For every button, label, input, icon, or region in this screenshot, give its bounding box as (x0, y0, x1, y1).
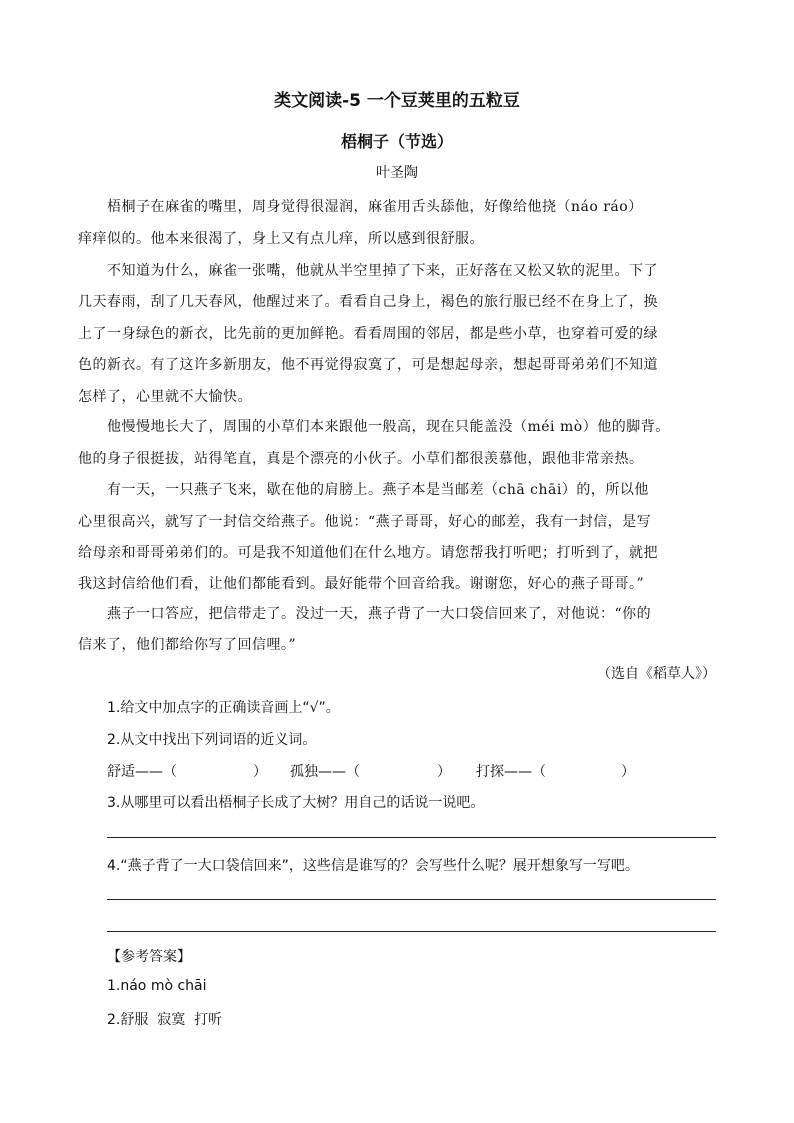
q2-item-2-close: ） (437, 764, 451, 780)
q2-item-1-open: 舒适——（ (107, 764, 177, 780)
question-4: 4.“燕子背了一大口袋信回来”，这些信是谁写的？会写些什么呢？展开想象写一写吧。 (107, 858, 639, 874)
passage-line: 有一天，一只燕子飞来，歇在他的肩膀上。燕子本是当邮差（chā chāi）的，所以他 (107, 482, 649, 498)
q2-item-3-close: ） (621, 764, 635, 780)
passage-line: 痒痒似的。他本来很渴了，身上又有点儿痒，所以感到很舒服。 (78, 231, 484, 247)
answer-2: 2.舒服 寂寞 打听 (107, 1012, 223, 1028)
passage-line: 信来了，他们都给你写了回信哩。” (78, 637, 297, 653)
q2-item-3-open: 打探——（ (476, 764, 546, 780)
passage-line: 心里很高兴，就写了一封信交给燕子。他说：“燕子哥哥，好心的邮差，我有一封信，是写 (78, 514, 652, 530)
q2-item-1-close: ） (253, 764, 267, 780)
q2-item-2-open: 孤独——（ (290, 764, 360, 780)
passage-line: 上了一身绿色的新衣，比先前的更加鲜艳。看看周围的邻居，都是些小草，也穿着可爱的绿 (78, 326, 658, 342)
passage-line: 燕子一口答应，把信带走了。没过一天，燕子背了一大口袋信回来了，对他说：“你的 (107, 606, 652, 622)
passage-line: 不知道为什么，麻雀一张嘴，他就从半空里掉了下来，正好落在又松又软的泥里。下了 (107, 263, 658, 279)
answer-line (107, 931, 716, 932)
passage-line: 梧桐子在麻雀的嘴里，周身觉得很湿润，麻雀用舌头舔他，好像给他挠（náo ráo） (107, 199, 643, 215)
answer-key-header: 【参考答案】 (107, 949, 191, 965)
question-1: 1.给文中加点字的正确读音画上“√”。 (107, 700, 340, 716)
passage-line: 他慢慢地长大了，周围的小草们本来跟他一般高，现在只能盖没（méi mò）他的脚背。 (107, 419, 670, 435)
passage-line: 给母亲和哥哥弟弟们的。可是我不知道他们在什么地方。请您帮我打听吧；打听到了，就把 (78, 545, 658, 561)
passage-line: 几天春雨，刮了几天春风，他醒过来了。看看自己身上，褐色的旅行服已经不在身上了，换 (78, 294, 658, 310)
passage-title: 梧桐子（节选） (340, 132, 453, 151)
passage-line: 我这封信给他们看，让他们都能看到。最好能带个回音给我。谢谢您，好心的燕子哥哥。” (78, 576, 645, 592)
answer-line (107, 837, 716, 838)
answer-1: 1.náo mò chāi (107, 978, 207, 994)
answer-line (107, 899, 716, 900)
question-2: 2.从文中找出下列词语的近义词。 (107, 732, 317, 748)
question-3: 3.从哪里可以看出梧桐子长成了大树？用自己的话说一说吧。 (107, 795, 485, 811)
passage-source: （选自《稻草人》） (597, 666, 716, 682)
passage-line: 色的新衣。有了这许多新朋友，他不再觉得寂寞了，可是想起母亲，想起哥哥弟弟们不知道 (78, 357, 658, 373)
passage-author: 叶圣陶 (376, 165, 418, 181)
passage-line: 怎样了，心里就不大愉快。 (78, 389, 252, 405)
page-title: 类文阅读-5 一个豆荚里的五粒豆 (274, 91, 520, 111)
passage-line: 他的身子很挺拔，站得笔直，真是个漂亮的小伙子。小草们都很羡慕他，跟他非常亲热。 (78, 451, 644, 467)
